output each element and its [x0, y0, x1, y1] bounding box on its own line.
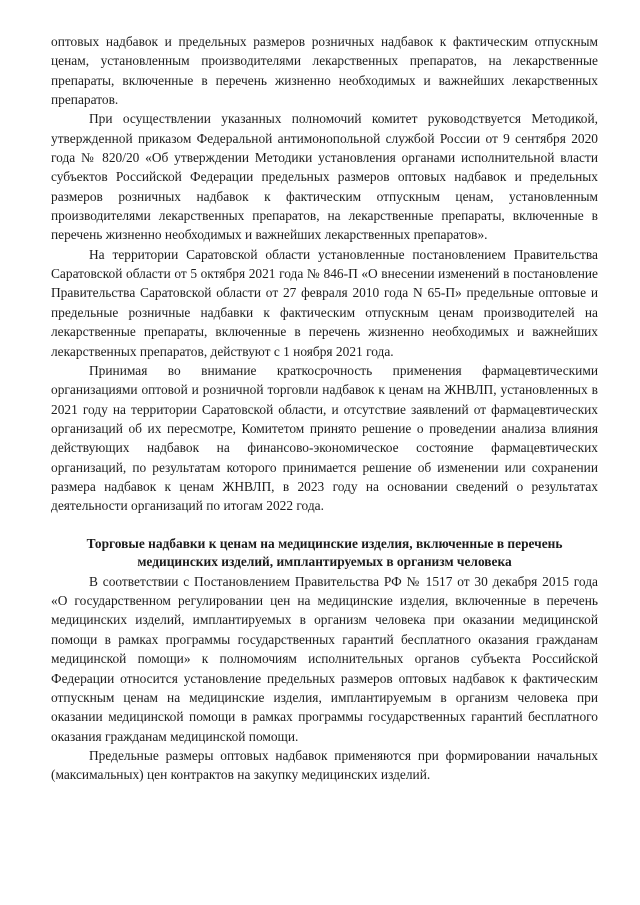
section-heading: Торговые надбавки к ценам на медицинские изделия, включенные в перечень медицинских изделий, имплантируемых в организм человека — [86, 535, 563, 570]
paragraph-continuation: оптовых надбавок и предельных размеров розничных надбавок к фактическим отпускным ценам, установленным производителями лекарственных препаратов, на лекарственные препараты, включенные в перечень жизненно необходимых и важнейших лекарственных препаратов. — [51, 34, 598, 108]
paragraph-saratov-resolution: На территории Саратовской области установленные постановлением Правительства Саратовской области от 5 октября 2021 года № 846-П «О внесении изменений в постановление Правительства Саратовской области от 27 февраля 2010 года N 65-П» предельные оптовые и предельные розничные надбавки к фактическим отпускным ценам производителей на лекарственные препараты, включенные в перечень жизненно необходимых и важнейших лекарственных препаратов, действуют с 1 ноября 2021 года. — [51, 246, 598, 359]
paragraph-methodology: При осуществлении указанных полномочий комитет руководствуется Методикой, утвержденной приказом Федеральной антимонопольной службой России от 9 сентября 2020 года № 820/20 «Об утверждении Методики установления органами исполнительной власти субъектов Российской Федерации предельных размеров оптовых надбавок и предельных размеров розничных надбавок к фактическим отпускным ценам, установленным производителями лекарственных препаратов, на лекарственные препараты, включенные в перечень жизненно необходимых и важнейших лекарственных препаратов». — [51, 111, 598, 243]
paragraph-price-limits: Предельные размеры оптовых надбавок применяются при формировании начальных (максимальных) цен контрактов на закупку медицинских изделий. — [51, 747, 598, 783]
paragraph-government-decree: В соответствии с Постановлением Правительства РФ № 1517 от 30 декабря 2015 года «О государственном регулировании цен на медицинские изделия, включенные в перечень медицинских изделий, имплантируемых в организм человека при оказании медицинской помощи в рамках программы государственных гарантий бесплатного оказания гражданам медицинской помощи» к полномочиям исполнительных органов субъекта Российской Федерации относится установление предельных размеров оптовых надбавок к фактическим отпускным ценам на медицинские изделия, имплантируемым в организм человека при оказании медицинской помощи в рамках программы государственных гарантий бесплатного оказания гражданам медицинской помощи. — [51, 573, 598, 744]
paragraph-analysis-decision: Принимая во внимание краткосрочность применения фармацевтическими организациями оптовой и розничной торговли надбавок к ценам на ЖНВЛП, установленных в 2021 году на территории Саратовской области, и отсутствие заявлений от фармацевтических организаций об их пересмотре, Комитетом принято решение о проведении анализа влияния действующих надбавок на финансово-экономическое состояние фармацевтических организаций, по результатам которого принимается решение об изменении или сохранении размера надбавок к ценам ЖНВЛП, в 2023 году на основании сведений о результатах деятельности организаций по итогам 2022 года. — [51, 362, 598, 514]
